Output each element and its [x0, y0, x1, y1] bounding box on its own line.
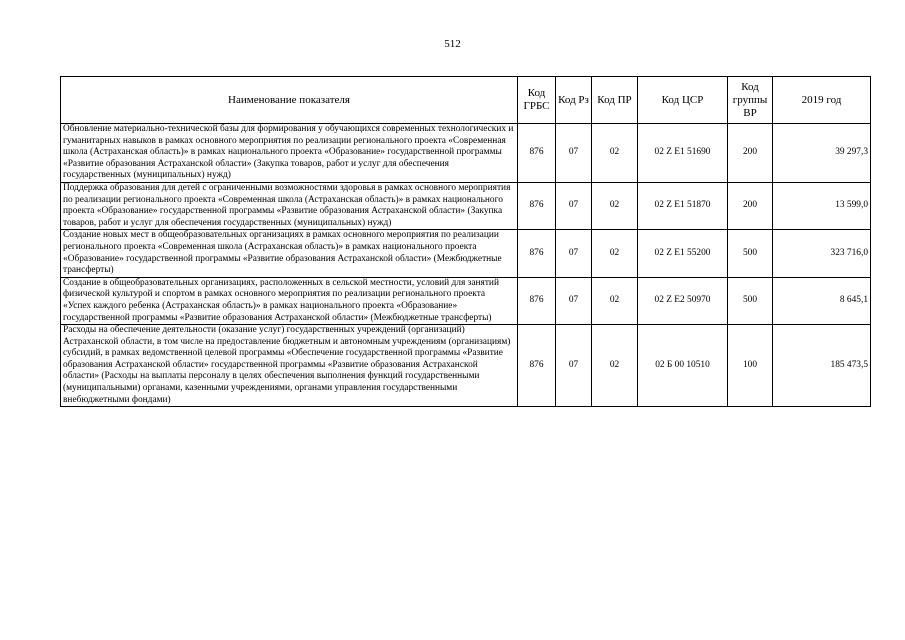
row-csr: 02 Z E1 51690 — [638, 124, 728, 183]
table-header — [61, 77, 871, 124]
table-body — [61, 124, 871, 407]
row-rz: 07 — [556, 124, 592, 183]
header-grbs: Код ГРБС — [518, 77, 556, 124]
row-name: Обновление материально-технической базы для формирования у обучающихся современных технологических и гуманитарных навыков в рамках основного мероприятия по реализации регионального проекта «Современная школа (Астраханская область)» в рамках национального проекта «Образование» государственной программы «Развитие образования Астраханской области» (Закупка товаров, работ и услуг для обеспечения государственных (муниципальных) нужд) — [61, 124, 518, 183]
header-name: Наименование показателя — [61, 77, 518, 124]
table-row — [61, 182, 871, 229]
header-rz: Код Рз — [556, 77, 592, 124]
page-number: 512 — [444, 38, 461, 50]
row-vr: 200 — [728, 124, 773, 183]
row-rz: 07 — [556, 325, 592, 407]
row-name: Создание в общеобразовательных организациях, расположенных в сельской местности, условий для занятий физической культурой и спортом в рамках основного мероприятия по реализации регионального проекта «Успех каждого ребенка (Астраханская область)» в рамках национального проекта «Образование» государственной программы «Развитие образования Астраханской области» (Межбюджетные трансферты) — [61, 277, 518, 324]
row-vr: 100 — [728, 325, 773, 407]
header-vr: Код группы ВР — [728, 77, 773, 124]
table-row — [61, 124, 871, 183]
row-grbs: 876 — [518, 124, 556, 183]
row-csr: 02 Z E2 50970 — [638, 277, 728, 324]
row-grbs: 876 — [518, 277, 556, 324]
row-amount: 323 716,0 — [773, 230, 871, 277]
row-rz: 07 — [556, 230, 592, 277]
row-amount: 39 297,3 — [773, 124, 871, 183]
row-rz: 07 — [556, 182, 592, 229]
row-name: Расходы на обеспечение деятельности (оказание услуг) государственных учреждений (организаций) Астраханской области, в том числе на предоставление бюджетным и автономным учреждениям (организациям) субсидий, в рамках ведомственной целевой программы «Обеспечение государственной программы «Развитие образования Астраханской области» государственной программы «Развитие образования Астраханской области» (Расходы на выплаты персоналу в целях обеспечения выполнения функций государственными (муниципальными) органами, казенными учреждениями, органами управления государственными внебюджетными фондами) — [61, 325, 518, 407]
row-pr: 02 — [592, 230, 638, 277]
row-name: Поддержка образования для детей с ограниченными возможностями здоровья в рамках основного мероприятия по реализации регионального проекта «Современная школа (Астраханская область)» в рамках национального проекта «Образование» государственной программы «Развитие образования Астраханской области» (Закупка товаров, работ и услуг для обеспечения государственных (муниципальных) нужд) — [61, 182, 518, 229]
row-csr: 02 Б 00 10510 — [638, 325, 728, 407]
header-csr: Код ЦСР — [638, 77, 728, 124]
budget-table — [60, 76, 871, 407]
row-csr: 02 Z E1 55200 — [638, 230, 728, 277]
row-grbs: 876 — [518, 230, 556, 277]
table-row — [61, 277, 871, 324]
row-vr: 500 — [728, 277, 773, 324]
header-row — [61, 77, 871, 124]
row-name: Создание новых мест в общеобразовательных организациях в рамках основного мероприятия по реализации регионального проекта «Современная школа (Астраханская область)» в рамках национального проекта «Образование» государственной программы «Развитие образования Астраханской области» (Межбюджетные трансферты) — [61, 230, 518, 277]
row-csr: 02 Z E1 51870 — [638, 182, 728, 229]
row-vr: 200 — [728, 182, 773, 229]
table-row — [61, 325, 871, 407]
row-grbs: 876 — [518, 325, 556, 407]
row-amount: 13 599,0 — [773, 182, 871, 229]
header-year: 2019 год — [773, 77, 871, 124]
row-pr: 02 — [592, 182, 638, 229]
row-amount: 185 473,5 — [773, 325, 871, 407]
header-pr: Код ПР — [592, 77, 638, 124]
row-grbs: 876 — [518, 182, 556, 229]
row-vr: 500 — [728, 230, 773, 277]
table-row — [61, 230, 871, 277]
row-pr: 02 — [592, 325, 638, 407]
row-pr: 02 — [592, 277, 638, 324]
row-rz: 07 — [556, 277, 592, 324]
row-amount: 8 645,1 — [773, 277, 871, 324]
row-pr: 02 — [592, 124, 638, 183]
